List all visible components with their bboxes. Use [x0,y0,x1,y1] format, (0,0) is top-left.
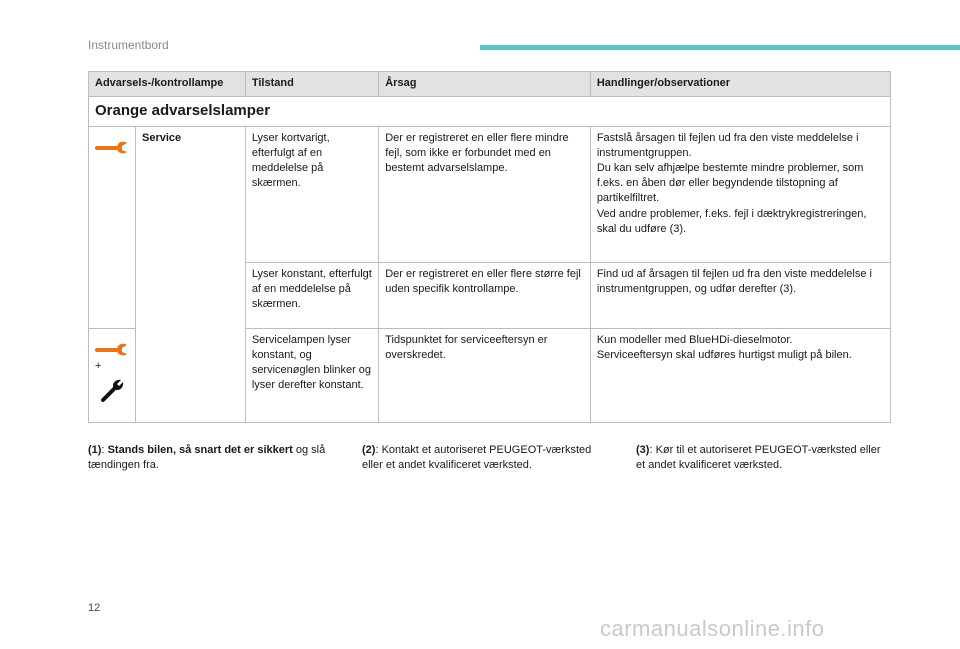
footnote-number: (2) [362,444,376,456]
spanner-icon [95,378,129,404]
table-header-row [89,72,891,97]
header-accent-bar [480,45,960,50]
condition-cell: Servicelampen lyser konstant, og servicenøglen blinker og lyser derefter konstant. [245,328,378,422]
wrench-icon [95,137,129,155]
warning-lamp-table [88,71,891,423]
footnote-2 [362,443,612,474]
section-row [89,97,891,127]
column-header-lamp: Advarsels-/kontrollampe [89,72,246,97]
cause-cell: Der er registreret en eller flere mindre fejl, som ikke er forbundet med en bestemt advarselslampe. [379,126,591,262]
footnote-text: : Kør til et autoriseret PEUGEOT-værksted eller et andet kvalificeret værksted. [636,444,881,472]
cause-cell: Tidspunktet for serviceeftersyn er overskredet. [379,328,591,422]
footnote-emphasis: Stands bilen, så snart det er sikkert [107,444,293,456]
cause-cell: Der er registreret en eller flere større fejl uden specifik kontrollampe. [379,262,591,328]
column-header-condition: Tilstand [245,72,378,97]
page-number: 12 [88,602,101,614]
action-cell: Find ud af årsagen til fejlen ud fra den viste meddelelse i instrumentgruppen, og udfør derefter (3). [590,262,890,328]
action-cell: Kun modeller med BlueHDi-dieselmotor. Serviceeftersyn skal udføres hurtigst muligt på bilen. [590,328,890,422]
footnote-3 [636,443,886,474]
watermark: carmanualsonline.info [600,616,825,641]
warning-name: Service [136,126,246,422]
icon-cell [89,328,136,422]
section-title: Orange advarselslamper [89,97,891,127]
column-header-cause: Årsag [379,72,591,97]
footnote-text: og slå tændingen fra. [88,444,326,472]
footnote-text: : Kontakt et autoriseret PEUGEOT-værksted eller et andet kvalificeret værksted. [362,444,592,472]
section-header-title: Instrumentbord [88,38,169,52]
condition-cell: Lyser konstant, efterfulgt af en meddelelse på skærmen. [245,262,378,328]
table-row [89,126,891,262]
icon-cell [89,126,136,328]
action-cell: Fastslå årsagen til fejlen ud fra den viste meddelelse i instrumentgruppen. Du kan selv afhjælpe bestemte mindre problemer, som f.eks. en åben dør eller begyndende tilstopning af partikelfiltret. Ved andre problemer, f.eks. fejl i dæktrykregistreringen, skal du udføre (3). [590,126,890,262]
column-header-action: Handlinger/observationer [590,72,890,97]
plus-sign: + [95,359,102,372]
condition-cell: Lyser kortvarigt, efterfulgt af en meddelelse på skærmen. [245,126,378,262]
wrench-icon [95,339,129,357]
footnote-1: (1): Stands bilen, så snart det er sikkert og slå tændingen fra. [88,444,326,472]
footnote-number: (3) [636,444,650,456]
footnote-number: (1) [88,444,102,456]
